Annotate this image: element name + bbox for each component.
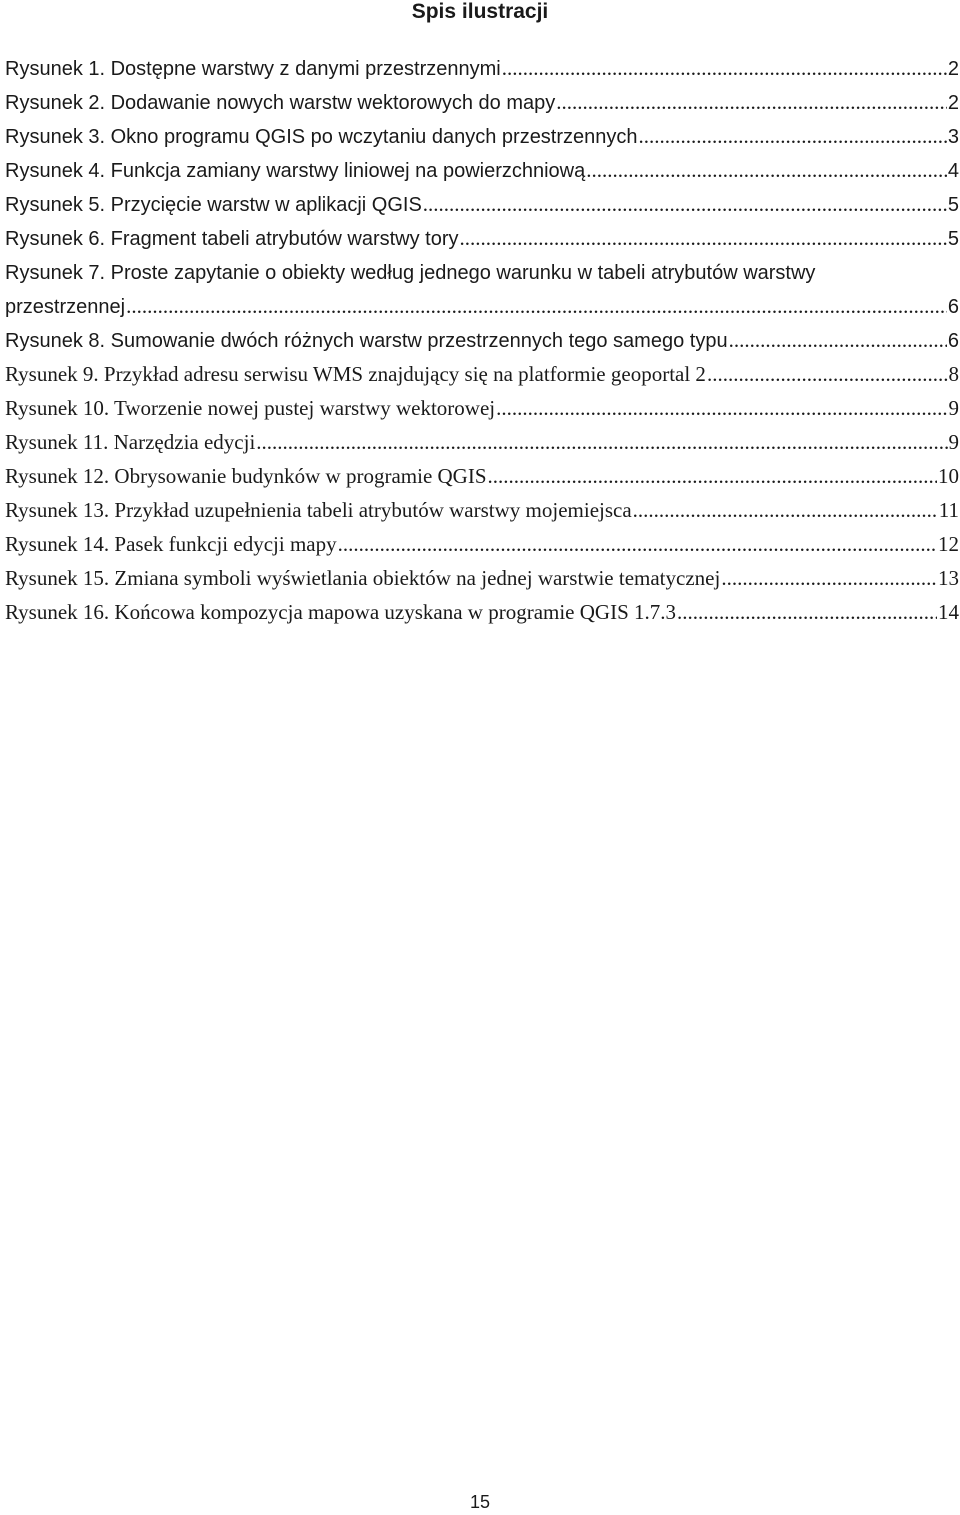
dot-leader — [677, 595, 937, 629]
dot-leader — [586, 153, 947, 187]
toc-entry-label-continued: przestrzennej — [5, 296, 126, 318]
toc-entry-label: Rysunek 2. Dodawanie nowych warstw wektorowych do mapy — [5, 92, 556, 114]
toc-entry[interactable] — [5, 595, 959, 629]
page-title: Spis ilustracji — [411, 0, 549, 23]
dot-leader — [338, 527, 937, 561]
dot-leader — [556, 85, 947, 119]
dot-leader — [729, 323, 947, 357]
toc-entry-label: Rysunek 9. Przykład adresu serwisu WMS znajdujący się na platformie geoportal 2 — [5, 362, 706, 386]
toc-entry[interactable] — [5, 153, 959, 187]
toc-entry-page: 5 — [947, 228, 959, 250]
toc-entry[interactable] — [5, 119, 959, 153]
toc-entry[interactable] — [5, 357, 959, 391]
dot-leader — [126, 289, 947, 323]
toc-entry[interactable] — [5, 323, 959, 357]
toc-entry[interactable] — [5, 561, 959, 595]
toc-entry-page: 14 — [938, 600, 959, 624]
toc-entry-page: 9 — [948, 430, 959, 454]
toc-entry[interactable] — [5, 391, 959, 425]
dot-leader — [460, 221, 947, 255]
toc-entry-label: Rysunek 11. Narzędzia edycji — [5, 430, 256, 454]
toc-entry[interactable] — [5, 459, 959, 493]
page-number: 15 — [469, 1492, 491, 1512]
toc-entry-page: 3 — [947, 126, 959, 148]
toc-entry-label: Rysunek 5. Przycięcie warstw w aplikacji QGIS — [5, 194, 422, 216]
toc-entry[interactable] — [5, 187, 959, 221]
dot-leader — [423, 187, 947, 221]
toc-entry-page: 5 — [947, 194, 959, 216]
dot-leader — [502, 51, 947, 85]
toc-entry-label: Rysunek 16. Końcowa kompozycja mapowa uzyskana w programie QGIS 1.7.3 — [5, 600, 677, 624]
dot-leader — [639, 119, 947, 153]
toc-entry-page: 13 — [938, 566, 959, 590]
toc-entry-page: 8 — [948, 362, 959, 386]
toc-entry-label: Rysunek 14. Pasek funkcji edycji mapy — [5, 532, 337, 556]
toc-entry-label: Rysunek 6. Fragment tabeli atrybutów warstwy tory — [5, 228, 459, 250]
toc-entry[interactable] — [5, 85, 959, 119]
toc-entry-label: Rysunek 13. Przykład uzupełnienia tabeli atrybutów warstwy mojemiejsca — [5, 498, 632, 522]
toc-entry-page: 4 — [947, 160, 959, 182]
toc-entry[interactable] — [5, 527, 959, 561]
toc-entry[interactable] — [5, 425, 959, 459]
dot-leader — [633, 493, 938, 527]
toc-entry-label: Rysunek 8. Sumowanie dwóch różnych warstw przestrzennych tego samego typu — [5, 330, 728, 352]
toc-entry-page: 6 — [947, 330, 959, 352]
toc-entry-page: 10 — [938, 464, 959, 488]
dot-leader — [707, 357, 948, 391]
toc-entry-page: 2 — [947, 58, 959, 80]
toc-entry-page: 9 — [948, 396, 959, 420]
toc-entry-page: 6 — [947, 296, 959, 318]
toc-entry[interactable] — [5, 493, 959, 527]
toc-entry-label: Rysunek 1. Dostępne warstwy z danymi przestrzennymi — [5, 58, 501, 80]
toc-entry-label: Rysunek 3. Okno programu QGIS po wczytaniu danych przestrzennych — [5, 126, 638, 148]
toc-entry[interactable] — [5, 51, 959, 85]
list-of-figures — [5, 51, 959, 629]
toc-entry-page: 11 — [938, 498, 959, 522]
toc-entry-label: Rysunek 15. Zmiana symboli wyświetlania obiektów na jednej warstwie tematycznej — [5, 566, 721, 590]
toc-entry-label: Rysunek 4. Funkcja zamiany warstwy liniowej na powierzchniową — [5, 160, 586, 182]
toc-entry-page: 12 — [938, 532, 959, 556]
dot-leader — [256, 425, 947, 459]
toc-entry-label: Rysunek 12. Obrysowanie budynków w programie QGIS — [5, 464, 487, 488]
toc-entry-label: Rysunek 10. Tworzenie nowej pustej warstwy wektorowej — [5, 396, 496, 420]
dot-leader — [496, 391, 947, 425]
toc-entry[interactable] — [5, 255, 959, 289]
toc-entry-page: 2 — [947, 92, 959, 114]
dot-leader — [721, 561, 937, 595]
toc-entry[interactable] — [5, 221, 959, 255]
toc-entry-label: Rysunek 7. Proste zapytanie o obiekty według jednego warunku w tabeli atrybutów warstwy — [5, 262, 816, 284]
dot-leader — [488, 459, 937, 493]
toc-entry-continuation[interactable] — [5, 289, 959, 323]
